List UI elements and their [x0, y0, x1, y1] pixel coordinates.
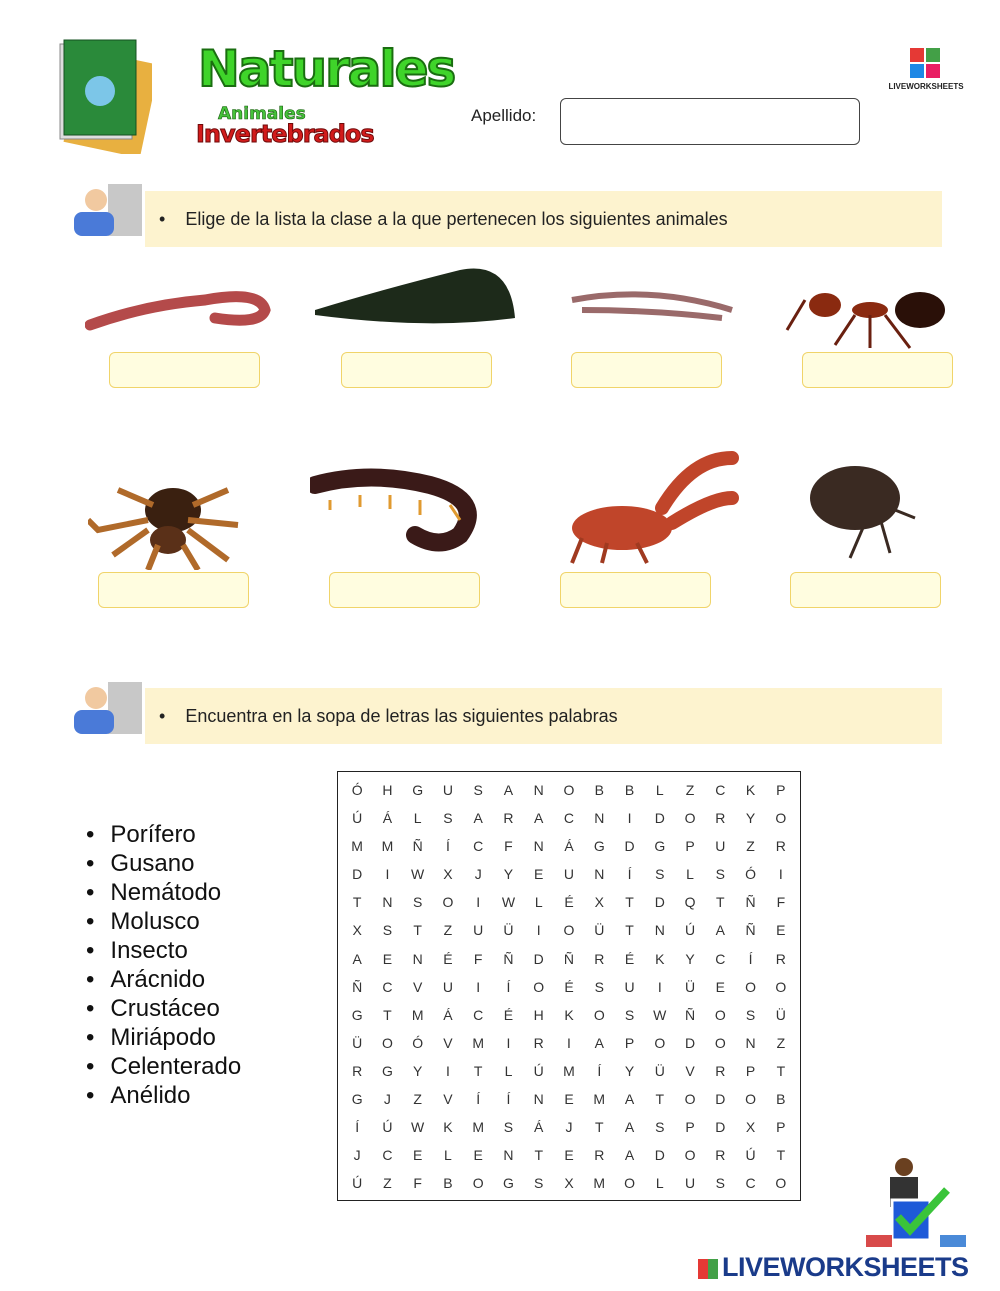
grid-letter[interactable]: E [412, 1147, 423, 1164]
grid-letter[interactable]: M [563, 1062, 575, 1079]
grid-letter[interactable]: D [654, 810, 665, 827]
grid-letter[interactable]: G [503, 1175, 514, 1192]
ant-image [785, 270, 955, 350]
word-item: • Miriápodo [86, 1023, 241, 1052]
grid-letter[interactable]: C [715, 782, 726, 798]
grid-letter[interactable]: Í [355, 1119, 360, 1136]
grid-letter[interactable]: A [624, 1091, 635, 1108]
grid-letter[interactable]: M [381, 838, 394, 855]
grid-letter[interactable]: Ú [352, 1175, 363, 1192]
grid-letter[interactable]: Z [685, 782, 695, 798]
leech-image [310, 260, 520, 330]
grid-letter[interactable]: E [715, 978, 725, 995]
grid-letter[interactable]: T [473, 1062, 483, 1079]
grid-letter[interactable]: N [533, 838, 544, 855]
grid-letter[interactable]: U [442, 978, 453, 995]
student-reading-icon [64, 678, 146, 740]
grid-letter[interactable]: I [627, 810, 632, 827]
grid-letter[interactable]: Ó [745, 866, 757, 883]
grid-letter[interactable]: J [353, 1147, 361, 1164]
instruction-text: Encuentra en la sopa de letras las siguientes palabras [185, 706, 618, 726]
word-item: • Arácnido [86, 965, 241, 994]
grid-letter[interactable]: G [654, 838, 666, 855]
grid-letter[interactable]: O [775, 1175, 787, 1192]
tarantula-image [88, 470, 253, 570]
grid-letter[interactable]: Á [534, 1119, 544, 1136]
grid-letter[interactable]: B [443, 1175, 453, 1192]
grid-letter[interactable]: U [624, 978, 635, 995]
grid-letter[interactable]: A [594, 1034, 604, 1051]
grid-letter[interactable]: R [775, 950, 786, 967]
grid-letter[interactable]: O [775, 810, 787, 827]
earthworm-image [85, 270, 275, 335]
grid-letter[interactable]: Y [503, 866, 514, 883]
grid-letter[interactable]: L [444, 1147, 452, 1164]
grid-letter[interactable]: W [653, 1006, 667, 1023]
grid-letter[interactable]: Í [748, 950, 753, 967]
grid-letter[interactable]: P [685, 1119, 695, 1136]
grid-letter[interactable]: G [351, 1091, 363, 1108]
grid-letter[interactable]: Ñ [503, 950, 514, 967]
grid-letter[interactable]: X [352, 922, 362, 939]
apellido-label: Apellido: [471, 106, 537, 125]
grid-letter[interactable]: K [745, 782, 756, 798]
grid-letter[interactable]: Í [627, 866, 632, 883]
grid-letter[interactable]: O [442, 894, 454, 911]
grid-letter[interactable]: S [715, 1175, 725, 1192]
word-item: • Celenterado [86, 1052, 241, 1081]
grid-letter[interactable]: G [351, 1006, 363, 1023]
grid-letter[interactable]: T [383, 1006, 392, 1023]
grid-letter[interactable]: I [476, 894, 481, 911]
grid-letter[interactable]: I [778, 866, 783, 883]
grid-letter[interactable]: K [564, 1006, 574, 1023]
student-reading-icon [64, 180, 146, 242]
grid-letter[interactable]: Z [413, 1091, 422, 1108]
grid-letter[interactable]: K [655, 950, 665, 967]
grid-letter[interactable]: O [714, 1034, 726, 1051]
footer-brand [698, 1252, 969, 1283]
grid-letter[interactable]: O [533, 978, 545, 995]
instruction-text: Elige de la lista la clase a la que pertenecen los siguientes animales [185, 209, 728, 229]
grid-letter[interactable]: P [624, 1034, 635, 1051]
grid-letter[interactable]: O [684, 1147, 696, 1164]
grid-letter[interactable]: I [567, 1034, 571, 1051]
grid-letter[interactable]: M [472, 1119, 485, 1136]
grid-letter[interactable]: A [473, 810, 483, 827]
grid-letter[interactable]: R [352, 1062, 363, 1079]
grid-letter[interactable]: Ñ [412, 838, 423, 855]
grid-letter[interactable]: Q [684, 894, 696, 911]
grid-letter[interactable]: A [624, 1119, 635, 1136]
grid-letter[interactable]: É [503, 1006, 514, 1023]
grid-letter[interactable]: O [684, 1091, 696, 1108]
grid-letter[interactable]: O [624, 1175, 635, 1192]
grid-letter[interactable]: Ñ [745, 894, 756, 911]
grid-letter[interactable]: K [443, 1119, 453, 1136]
grid-letter[interactable]: N [412, 950, 423, 967]
answer-input-4[interactable] [802, 352, 953, 388]
grid-letter[interactable]: A [624, 1147, 635, 1164]
grid-letter[interactable]: P [745, 1062, 756, 1079]
grid-letter[interactable]: A [352, 950, 362, 967]
grid-letter[interactable]: O [745, 978, 757, 995]
word-item: • Gusano [86, 849, 241, 878]
grid-letter[interactable]: Ü [684, 978, 696, 995]
grid-letter[interactable]: R [533, 1034, 544, 1051]
grid-letter[interactable]: R [594, 950, 605, 967]
grid-letter[interactable]: Í [597, 1062, 602, 1079]
grid-letter[interactable]: V [443, 1091, 453, 1108]
grid-letter[interactable]: É [443, 950, 453, 967]
grid-letter[interactable]: Ü [352, 1034, 363, 1051]
grid-letter[interactable]: I [657, 978, 662, 995]
grid-letter[interactable]: Ú [745, 1147, 756, 1164]
grid-letter[interactable]: X [594, 894, 604, 911]
grid-letter[interactable]: A [715, 922, 725, 939]
grid-letter[interactable]: A [503, 782, 514, 798]
grid-letter[interactable]: B [594, 782, 604, 798]
grid-letter[interactable]: Á [382, 810, 393, 827]
grid-letter[interactable]: T [625, 894, 634, 911]
grid-letter[interactable]: H [382, 782, 393, 798]
lobster-image [562, 438, 744, 566]
grid-letter[interactable]: E [382, 950, 393, 967]
grid-letter[interactable]: O [563, 782, 575, 798]
grid-letter[interactable]: U [684, 1175, 696, 1192]
grid-letter[interactable]: Ñ [745, 922, 756, 939]
grid-letter[interactable]: T [716, 894, 725, 911]
grid-letter[interactable]: B [776, 1091, 786, 1108]
grid-letter[interactable]: E [473, 1147, 483, 1164]
grid-letter[interactable]: C [473, 1006, 484, 1023]
answer-input-3[interactable] [571, 352, 722, 388]
grid-letter[interactable]: Z [746, 838, 755, 855]
grid-letter[interactable]: U [473, 922, 484, 939]
logo-text: LIVEWORKSHEETS [888, 82, 964, 91]
grid-letter[interactable]: Ú [684, 922, 696, 939]
grid-letter[interactable]: C [745, 1175, 756, 1192]
grid-letter[interactable]: S [473, 782, 483, 798]
footer-brand-text: LIVEWORKSHEETS [722, 1252, 969, 1282]
grid-letter[interactable]: H [533, 1006, 544, 1023]
grid-letter[interactable]: D [533, 950, 544, 967]
grid-letter[interactable]: O [593, 1006, 605, 1023]
grid-letter[interactable]: E [776, 922, 786, 939]
grid-letter[interactable]: N [654, 922, 665, 939]
grid-letter[interactable]: D [352, 866, 363, 883]
grid-letter[interactable]: Y [624, 1062, 635, 1079]
grid-letter[interactable]: L [504, 1062, 513, 1079]
instruction-2: • Encuentra en la sopa de letras las siguientes palabras [145, 688, 942, 744]
grid-letter[interactable]: Ñ [684, 1006, 696, 1023]
grid-letter[interactable]: Ñ [563, 950, 575, 967]
grid-letter[interactable]: N [594, 866, 605, 883]
grid-letter[interactable]: X [564, 1175, 574, 1192]
tubeworm-image [562, 280, 742, 335]
grid-letter[interactable]: Í [506, 978, 511, 995]
grid-letter[interactable]: I [476, 978, 481, 995]
grid-letter[interactable]: T [655, 1091, 665, 1108]
word-item: • Insecto [86, 936, 241, 965]
grid-letter[interactable]: Ó [412, 1034, 424, 1051]
grid-letter[interactable]: R [715, 810, 726, 827]
grid-letter[interactable]: T [625, 922, 634, 939]
grid-letter[interactable]: W [411, 1119, 425, 1136]
grid-letter[interactable]: M [351, 838, 363, 855]
grid-letter[interactable]: M [593, 1175, 606, 1192]
grid-letter[interactable]: É [564, 894, 574, 911]
grid-letter[interactable]: O [775, 978, 787, 995]
word-item: • Anélido [86, 1081, 241, 1110]
grid-letter[interactable]: P [776, 1119, 786, 1136]
grid-letter[interactable]: É [624, 950, 635, 967]
grid-letter[interactable]: F [776, 894, 786, 911]
grid-letter[interactable]: G [412, 782, 424, 798]
grid-letter[interactable]: S [412, 894, 423, 911]
grid-letter[interactable]: O [654, 1034, 666, 1051]
grid-letter[interactable]: Á [564, 838, 574, 855]
centipede-image [310, 465, 505, 555]
grid-letter[interactable]: Ü [503, 922, 514, 939]
flea-image [805, 448, 925, 560]
grid-letter[interactable]: L [655, 1175, 664, 1192]
grid-letter[interactable]: E [534, 866, 544, 883]
grid-letter[interactable]: R [594, 1147, 605, 1164]
grid-letter[interactable]: O [563, 922, 575, 939]
grid-letter[interactable]: U [442, 782, 453, 798]
grid-letter[interactable]: F [413, 1175, 422, 1192]
grid-letter[interactable]: N [533, 1091, 544, 1108]
grid-letter[interactable]: A [534, 810, 544, 827]
liveworksheets-logo [885, 46, 967, 91]
grid-letter[interactable]: V [685, 1062, 695, 1079]
grid-letter[interactable]: Y [412, 1062, 423, 1079]
grid-letter[interactable]: M [593, 1091, 606, 1108]
grid-letter[interactable]: L [686, 866, 694, 883]
grid-letter[interactable]: Í [476, 1091, 481, 1108]
answer-input-5[interactable] [98, 572, 249, 608]
grid-letter[interactable]: Ü [594, 922, 605, 939]
subtitle-invertebrados: Invertebrados [196, 120, 374, 148]
teacher-checkmark-icon [862, 1155, 972, 1250]
grid-letter[interactable]: T [352, 894, 362, 911]
grid-letter[interactable]: Á [443, 1006, 453, 1023]
word-item: • Crustáceo [86, 994, 241, 1023]
grid-letter[interactable]: C [715, 950, 726, 967]
grid-letter[interactable]: E [564, 1091, 574, 1108]
grid-letter[interactable]: D [715, 1119, 726, 1136]
grid-letter[interactable]: O [472, 1175, 484, 1192]
grid-letter[interactable]: B [624, 782, 635, 798]
grid-letter[interactable]: D [654, 894, 665, 911]
grid-letter[interactable]: E [564, 1147, 574, 1164]
grid-letter[interactable]: S [503, 1119, 514, 1136]
title: Naturales [198, 40, 455, 98]
grid-letter[interactable]: D [715, 1091, 726, 1108]
grid-letter[interactable]: Z [383, 1175, 392, 1192]
word-item: • Molusco [86, 907, 241, 936]
grid-letter[interactable]: O [381, 1034, 393, 1051]
book-cover-image [42, 36, 152, 154]
grid-letter[interactable]: S [443, 810, 453, 827]
grid-letter[interactable]: W [411, 866, 425, 883]
grid-letter[interactable]: V [412, 978, 423, 995]
grid-letter[interactable]: M [472, 1034, 485, 1051]
grid-letter[interactable]: Y [685, 950, 695, 967]
grid-letter[interactable]: D [624, 838, 635, 855]
grid-letter[interactable]: T [534, 1147, 543, 1164]
grid-letter[interactable]: Ó [351, 782, 363, 798]
grid-letter[interactable]: L [534, 894, 543, 911]
grid-letter[interactable]: R [503, 810, 514, 827]
grid-letter[interactable]: N [382, 894, 393, 911]
grid-letter[interactable]: N [745, 1034, 756, 1051]
grid-letter[interactable]: R [715, 1147, 726, 1164]
grid-letter[interactable]: P [685, 838, 695, 855]
grid-letter[interactable]: T [776, 1062, 786, 1079]
grid-letter[interactable]: P [776, 782, 786, 798]
word-item: • Porífero [86, 820, 241, 849]
grid-letter[interactable]: Z [776, 1034, 786, 1051]
instruction-1: • Elige de la lista la clase a la que pertenecen los siguientes animales [145, 191, 942, 247]
word-list [86, 820, 241, 1110]
grid-letter[interactable]: C [473, 838, 484, 855]
grid-letter[interactable]: G [593, 838, 605, 855]
grid-letter[interactable]: O [745, 1091, 757, 1108]
grid-letter[interactable]: M [411, 1006, 424, 1023]
answer-input-8[interactable] [790, 572, 941, 608]
grid-letter[interactable]: G [381, 1062, 393, 1079]
grid-letter[interactable]: X [745, 1119, 756, 1136]
apellido-input[interactable] [560, 98, 860, 145]
grid-letter[interactable]: S [655, 1119, 665, 1136]
grid-letter[interactable]: O [714, 1006, 726, 1023]
grid-letter[interactable]: J [565, 1119, 573, 1136]
grid-letter[interactable]: R [715, 1062, 726, 1079]
grid-letter[interactable]: Ú [382, 1119, 393, 1136]
grid-letter[interactable]: D [684, 1034, 696, 1051]
grid-letter[interactable]: T [776, 1147, 786, 1164]
grid-letter[interactable]: W [501, 894, 516, 911]
grid-letter[interactable]: N [533, 782, 544, 798]
grid-letter[interactable]: Í [445, 838, 450, 855]
grid-letter[interactable]: F [473, 950, 483, 967]
grid-letter[interactable]: C [382, 978, 393, 995]
grid-letter[interactable]: V [443, 1034, 453, 1051]
grid-letter[interactable]: Ü [775, 1006, 786, 1023]
answer-input-1[interactable] [109, 352, 260, 388]
grid-letter[interactable]: R [775, 838, 786, 855]
word-search-grid[interactable] [337, 771, 801, 1201]
grid-letter[interactable]: I [385, 866, 390, 883]
answer-input-2[interactable] [341, 352, 492, 388]
grid-letter[interactable]: F [504, 838, 513, 855]
grid-letter[interactable]: Ú [352, 810, 363, 827]
subtitle-animales: Animales [218, 104, 306, 124]
grid-letter[interactable]: N [594, 810, 605, 827]
grid-letter[interactable]: S [655, 866, 665, 883]
grid-letter[interactable]: X [443, 866, 453, 883]
grid-letter[interactable]: N [503, 1147, 514, 1164]
grid-letter[interactable]: Ü [654, 1062, 665, 1079]
grid-letter[interactable]: C [382, 1147, 393, 1164]
grid-letter[interactable]: S [745, 1006, 756, 1023]
grid-letter[interactable]: O [684, 810, 696, 827]
grid-letter[interactable]: Ú [533, 1062, 544, 1079]
grid-letter[interactable]: T [413, 922, 422, 939]
grid-letter[interactable]: U [563, 866, 575, 883]
grid-letter[interactable]: S [382, 922, 393, 939]
grid-letter[interactable]: I [506, 1034, 511, 1051]
grid-letter[interactable]: Í [506, 1091, 511, 1108]
word-item: • Nemátodo [86, 878, 241, 907]
grid-letter[interactable]: L [655, 782, 664, 798]
grid-letter[interactable]: S [624, 1006, 635, 1023]
grid-letter[interactable]: T [594, 1119, 604, 1136]
grid-letter[interactable]: U [715, 838, 726, 855]
grid-letter[interactable]: D [654, 1147, 665, 1164]
answer-input-7[interactable] [560, 572, 711, 608]
grid-letter[interactable]: J [474, 866, 482, 883]
grid-letter[interactable]: S [594, 978, 604, 995]
grid-letter[interactable]: I [445, 1062, 450, 1079]
answer-input-6[interactable] [329, 572, 480, 608]
grid-letter[interactable]: Z [443, 922, 453, 939]
grid-letter[interactable]: J [383, 1091, 391, 1108]
grid-letter[interactable]: C [563, 810, 575, 827]
grid-letter[interactable]: I [536, 922, 541, 939]
grid-letter[interactable]: L [413, 810, 422, 827]
grid-letter[interactable]: S [715, 866, 725, 883]
grid-letter[interactable]: S [534, 1175, 544, 1192]
grid-letter[interactable]: Ñ [352, 978, 363, 995]
grid-letter[interactable]: É [564, 978, 574, 995]
grid-letter[interactable]: Y [745, 810, 756, 827]
